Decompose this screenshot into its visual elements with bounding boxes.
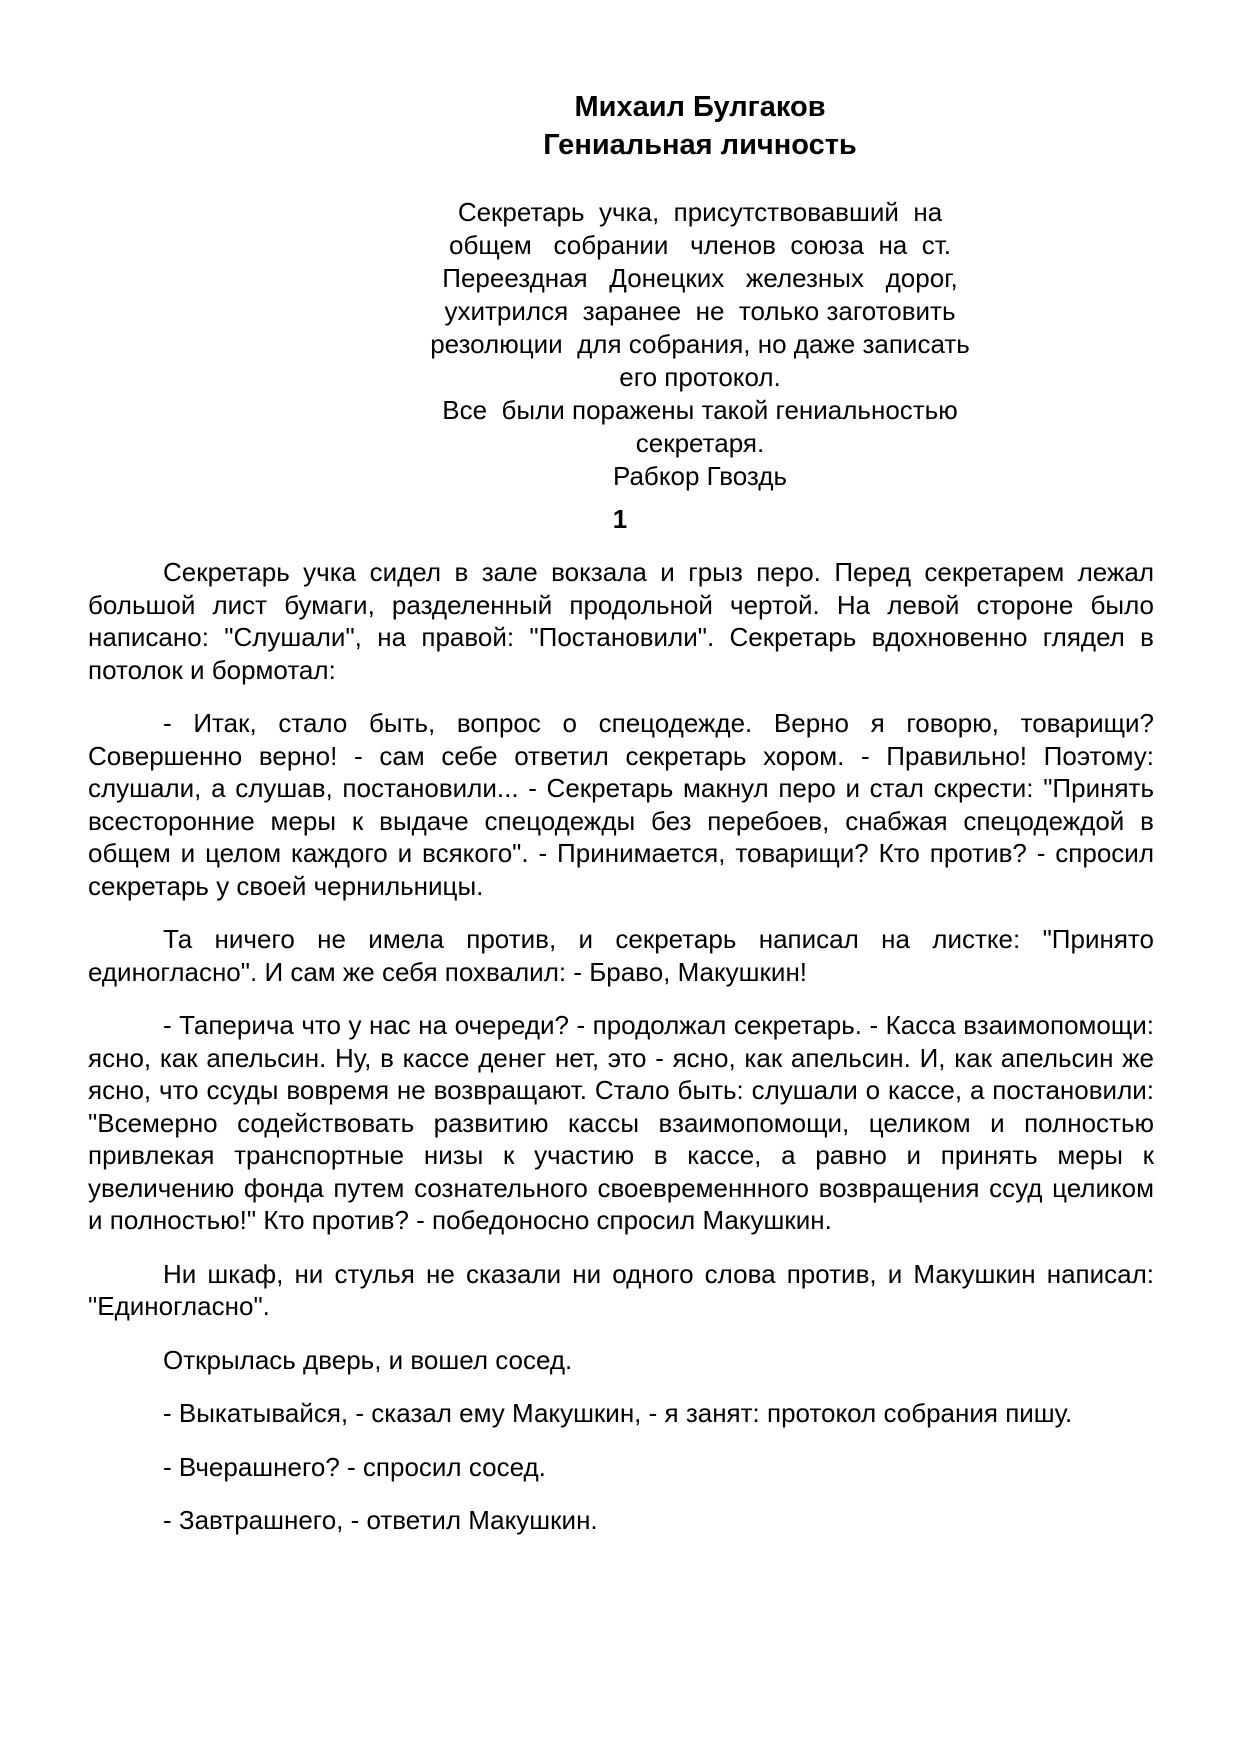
epigraph-line: секретаря.: [635, 428, 765, 458]
epigraph-line: ухитрился заранее не только заготовить: [444, 296, 956, 326]
epigraph-line: резолюции для собрания, но даже записать: [430, 329, 970, 359]
paragraph: - Завтрашнего, - ответил Макушкин.: [163, 1505, 598, 1535]
paragraph: - Итак, стало быть, вопрос о спецодежде. Верно я говорю, товарищи? Совершенно верно! - сам себе ответил секретарь хором. - Правильно! Поэтому: слушали, а слушав, постановили... - Секретарь макнул перо и стал скрести: "Принять всесторонние меры к выдаче спецодежды без перебоев, снабжая спецодеждой в общем и целом каждого и всякого". - Принимается, товарищи? Кто против? - спросил секретарь у своей чернильницы.: [88, 708, 1154, 901]
paragraph: Открылась дверь, и вошел сосед.: [163, 1344, 573, 1375]
paragraph: Та ничего не имела против, и секретарь написал на листке: "Принято единогласно". И сам же себя похвалил: - Браво, Макушкин!: [88, 924, 1154, 987]
paragraph: Секретарь учка сидел в зале вокзала и грыз перо. Перед секретарем лежал большой лист бумаги, разделенный продольной чертой. На левой стороне было написано: "Слушали", на правой: "Постановили". Секретарь вдохновенно глядел в потолок и бормотал:: [88, 557, 1154, 685]
epigraph-line: Переездная Донецких железных дорог,: [442, 263, 958, 293]
paragraph: - Вчерашнего? - спросил сосед.: [163, 1451, 546, 1482]
epigraph-line: Секретарь учка, присутствовавший на: [457, 197, 943, 227]
story-body: [88, 556, 1154, 1558]
story-title: Гениальная личность: [543, 129, 857, 161]
epigraph-line: его протокол.: [619, 362, 781, 392]
epigraph-line: общем собрании членов союза на ст.: [449, 230, 951, 260]
epigraph-signature: Рабкор Гвоздь: [612, 461, 787, 491]
epigraph: [380, 196, 1020, 493]
chapter-number: 1: [612, 504, 628, 534]
paragraph: Ни шкаф, ни стулья не сказали ни одного слова против, и Макушкин написал: "Единогласно".: [88, 1258, 1154, 1321]
paragraph: - Таперича что у нас на очереди? - продолжал секретарь. - Касса взаимопомощи: ясно, как апельсин. Ну, в кассе денег нет, это - ясно, как апельсин. И, как апельсин же ясно, что ссуды вовремя не возвращают. Стало быть: слушали о кассе, а постановили: "Всемерно содействовать развитию кассы взаимопомощи, целиком и полностью привлекая транспортные низы к участию в кассе, а равно и принять меры к увеличению фонда путем сознательного своевременнного возвращения ссуд целиком и полностью!" Кто против? - победоносно спросил Макушкин.: [88, 1010, 1154, 1235]
document-header: [380, 88, 1020, 164]
paragraph: - Выкатывайся, - сказал ему Макушкин, - я занят: протокол собрания пишу.: [163, 1398, 1073, 1428]
epigraph-line: Все были поражены такой гениальностью: [442, 395, 958, 425]
author-name: Михаил Булгаков: [574, 91, 826, 123]
